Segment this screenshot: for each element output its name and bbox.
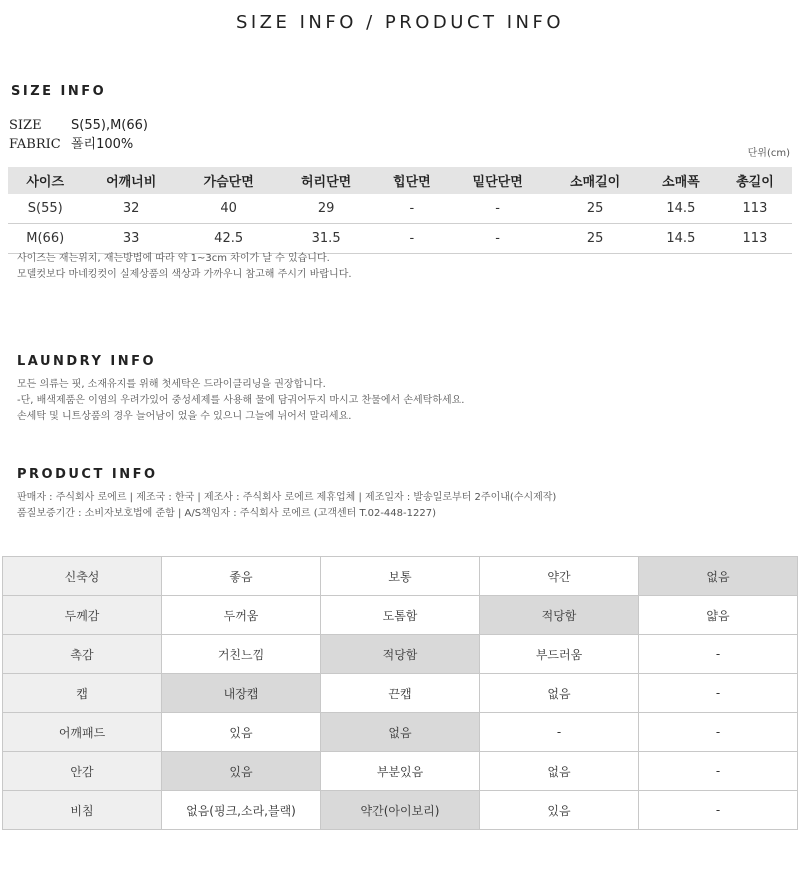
attribute-label: 촉감 [3,635,162,674]
attribute-option-selected: 적당함 [480,596,639,635]
attribute-option: - [639,674,798,713]
header-cell: 힙단면 [375,167,449,194]
attribute-option: - [639,635,798,674]
attribute-option: 거친느낌 [162,635,321,674]
table-cell: 14.5 [644,194,718,224]
attribute-option-selected: 없음 [321,713,480,752]
table-cell: 25 [546,224,643,254]
table-cell: S(55) [8,194,82,224]
note-line: 모델컷보다 마네킹컷이 실제상품의 색상과 가까우니 참고해 주시기 바랍니다. [17,269,352,280]
table-cell: 29 [277,194,374,224]
table-row [8,194,792,224]
table-cell: - [375,194,449,224]
attribute-option: 얇음 [639,596,798,635]
attribute-label: 캡 [3,674,162,713]
product-attribute-table [2,556,798,830]
attribute-row [3,791,798,830]
attribute-option: 없음(핑크,소라,블랙) [162,791,321,830]
product-notes [17,490,556,522]
table-cell: - [449,224,546,254]
attribute-option: 없음 [480,752,639,791]
size-notes [17,251,352,283]
note-line: 모든 의류는 핏, 소재유지를 위해 첫세탁은 드라이클리닝을 권장합니다. [17,379,326,390]
header-cell: 소매폭 [644,167,718,194]
attribute-option-selected: 약간(아이보리) [321,791,480,830]
fabric-label: FABRIC [9,137,61,152]
size-value: S(55),M(66) [71,118,148,133]
table-cell: - [449,194,546,224]
header-cell: 총길이 [718,167,792,194]
header-cell: 가슴단면 [180,167,277,194]
note-line: 사이즈는 재는위치, 재는방법에 따라 약 1~3cm 차이가 날 수 있습니다. [17,253,330,264]
note-line: 손세탁 및 니트상품의 경우 늘어남이 었을 수 있으니 그늘에 뉘어서 말리세요. [17,411,352,422]
size-table-header [8,167,792,194]
table-cell: 25 [546,194,643,224]
attribute-option: - [639,752,798,791]
attribute-row [3,596,798,635]
table-cell: 14.5 [644,224,718,254]
attribute-option: 있음 [162,713,321,752]
table-cell: 113 [718,194,792,224]
fabric-value: 폴리100% [71,137,134,152]
note-line: -단, 배색제품은 이염의 우려가있어 중성세제를 사용해 물에 담궈어두지 마시고 찬물에서 손세탁하세요. [17,395,465,406]
attribute-option: 부분있음 [321,752,480,791]
attribute-option-selected: 적당함 [321,635,480,674]
attribute-option: - [480,713,639,752]
attribute-option: 없음 [480,674,639,713]
attribute-label: 두께감 [3,596,162,635]
attribute-label: 안감 [3,752,162,791]
header-cell: 소매길이 [546,167,643,194]
attribute-row [3,557,798,596]
attribute-option: 있음 [480,791,639,830]
size-info-heading: SIZE INFO [11,84,107,99]
page-title: SIZE INFO / PRODUCT INFO [235,12,565,33]
attribute-option: 부드러움 [480,635,639,674]
table-cell: 113 [718,224,792,254]
laundry-notes [17,377,464,425]
attribute-option-selected: 없음 [639,557,798,596]
table-cell: M(66) [8,224,82,254]
attribute-label: 신축성 [3,557,162,596]
size-label: SIZE [9,118,42,133]
size-table [8,167,792,254]
attribute-option: 약간 [480,557,639,596]
note-line: 판매자 : 주식회사 로에르 | 제조국 : 한국 | 제조사 : 주식회사 로에르 제휴업체 | 제조일자 : 발송일로부터 2주이내(수시제작) [17,492,557,503]
attribute-option: - [639,713,798,752]
header-cell: 어깨너비 [82,167,179,194]
table-cell: 33 [82,224,179,254]
attribute-label: 어깨패드 [3,713,162,752]
laundry-info-heading: LAUNDRY INFO [17,354,157,369]
table-row [8,224,792,254]
header-cell: 사이즈 [8,167,82,194]
unit-label: 단위(cm) [747,148,790,159]
table-cell: 40 [180,194,277,224]
attribute-option: 좋음 [162,557,321,596]
fabric-spec [9,133,133,152]
header-cell: 허리단면 [277,167,374,194]
product-info-heading: PRODUCT INFO [17,467,158,482]
attribute-option: 끈캡 [321,674,480,713]
attribute-option-selected: 내장캡 [162,674,321,713]
attribute-option: 보통 [321,557,480,596]
attribute-option: 도톰함 [321,596,480,635]
note-line: 품질보증기간 : 소비자보호법에 준함 | A/S책임자 : 주식회사 로에르 (고객센터 T.02-448-1227) [17,508,436,519]
attribute-row [3,674,798,713]
table-cell: - [375,224,449,254]
size-spec [9,118,148,133]
attribute-label: 비침 [3,791,162,830]
table-cell: 32 [82,194,179,224]
attribute-option: - [639,791,798,830]
attribute-row [3,752,798,791]
table-cell: 42.5 [180,224,277,254]
attribute-row [3,713,798,752]
table-cell: 31.5 [277,224,374,254]
header-cell: 밑단단면 [449,167,546,194]
attribute-row [3,635,798,674]
attribute-option-selected: 있음 [162,752,321,791]
attribute-option: 두꺼움 [162,596,321,635]
